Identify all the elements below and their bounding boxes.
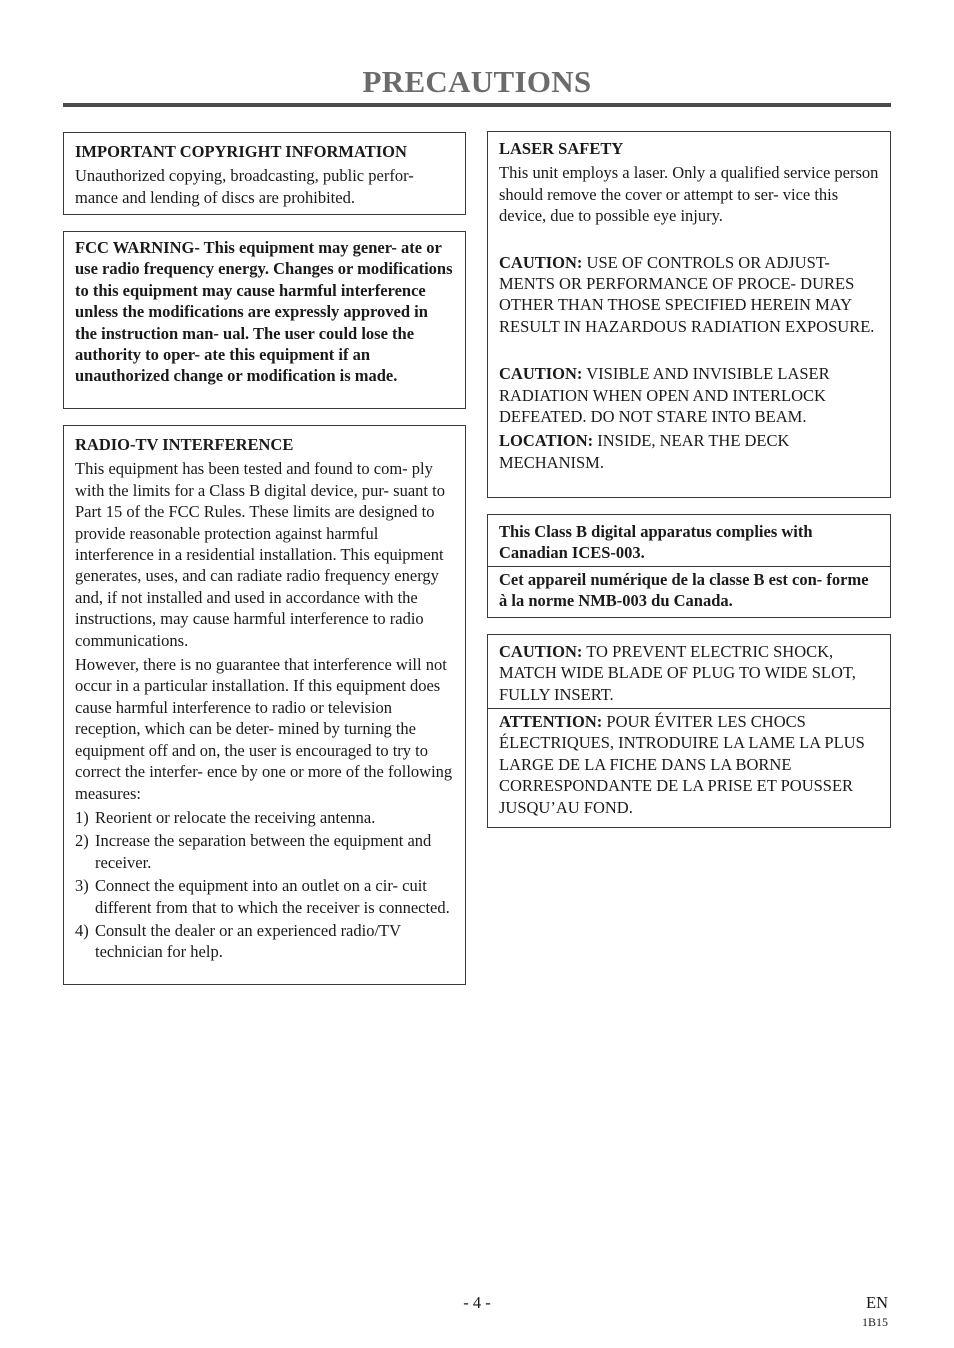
laser-caution-1: CAUTION: USE OF CONTROLS OR ADJUST- MENTS OR PERFORMANCE OF PROCE- DURES OTHER THAN THOSE SPECIFIED HEREIN MAY RESULT IN HAZARDOUS RADIATION EXPOSURE.: [499, 252, 875, 336]
plug-caution: CAUTION: TO PREVENT ELECTRIC SHOCK, MATCH WIDE BLADE OF PLUG TO WIDE SLOT, FULLY INSERT.: [499, 642, 856, 704]
title-rule: [63, 103, 891, 107]
radio-tv-box: [63, 425, 466, 985]
radio-tv-para-2: However, there is no guarantee that interference will not occur in a particular installation. If this equipment does cause harmful interference to radio or television reception, which can be deter- mined by turning the equipment off and on, the user is encouraged to try to correct the interfer- ence by one or more of the following measures:: [75, 655, 453, 803]
list-item: 4) Consult the dealer or an experienced radio/TV technician for help.: [75, 920, 401, 962]
section-divider: [488, 708, 890, 709]
canada-french: Cet appareil numérique de la classe B est con- forme à la norme NMB-003 du Canada.: [499, 570, 869, 611]
language-code: EN: [866, 1293, 888, 1312]
plug-attention: ATTENTION: POUR ÉVITER LES CHOCS ÉLECTRIQUES, INTRODUIRE LA LAME LA PLUS LARGE DE LA FICHE DANS LA BORNE CORRESPONDANTE DE LA PRISE ET POUSSER JUSQU’AU FOND.: [499, 712, 865, 817]
radio-tv-para-1: This equipment has been tested and found to com- ply with the limits for a Class B digital device, pur- suant to Part 15 of the FCC Rules. These limits are designed to provide reasonable protection against harmful interference in a residential installation. This equipment generates, uses, and can radiate radio frequency energy and, if not installed and used in accordance with the instructions, may cause harmful interference to radio communications.: [75, 459, 445, 650]
laser-safety-box: [487, 131, 891, 498]
canada-english: This Class B digital apparatus complies with Canadian ICES-003.: [499, 522, 813, 563]
canada-compliance-box: [487, 514, 891, 618]
page-number: - 4 -: [463, 1293, 491, 1312]
list-item: 1) Reorient or relocate the receiving antenna.: [75, 807, 376, 827]
plug-caution-box: [487, 634, 891, 828]
list-item: 2) Increase the separation between the equipment and receiver.: [75, 831, 432, 872]
document-code: 1B15: [861, 1315, 888, 1329]
section-divider: [488, 566, 890, 567]
measures-list: [75, 807, 454, 963]
laser-body: This unit employs a laser. Only a qualified service person should remove the cover or attempt to ser- vice this device, due to possible eye injury.: [499, 163, 879, 226]
fcc-warning-box: [63, 231, 466, 409]
fcc-warning-text: FCC WARNING- This equipment may gener- ate or use radio frequency energy. Changes or modifications to this equipment may cause harmful interference unless the modifications are expressly approved in the instruction man- ual. The user could lose the authority to oper- ate this equipment if an unauthorized change or modification is made.: [75, 238, 453, 386]
copyright-box: [63, 132, 466, 215]
laser-caution-2: CAUTION: VISIBLE AND INVISIBLE LASER RADIATION WHEN OPEN AND INTERLOCK DEFEATED. DO NOT STARE INTO BEAM.: [499, 364, 830, 427]
page-title: PRECAUTIONS: [362, 64, 592, 99]
copyright-heading: IMPORTANT COPYRIGHT INFORMATION: [75, 142, 407, 161]
list-item: 3) Connect the equipment into an outlet on a cir- cuit different from that to which the receiver is connected.: [75, 876, 450, 917]
copyright-body: Unauthorized copying, broadcasting, public perfor- mance and lending of discs are prohibited.: [75, 166, 414, 207]
radio-tv-heading: RADIO-TV INTERFERENCE: [75, 435, 294, 454]
laser-location: LOCATION: INSIDE, NEAR THE DECK MECHANISM.: [499, 431, 790, 472]
laser-heading: LASER SAFETY: [499, 139, 624, 158]
